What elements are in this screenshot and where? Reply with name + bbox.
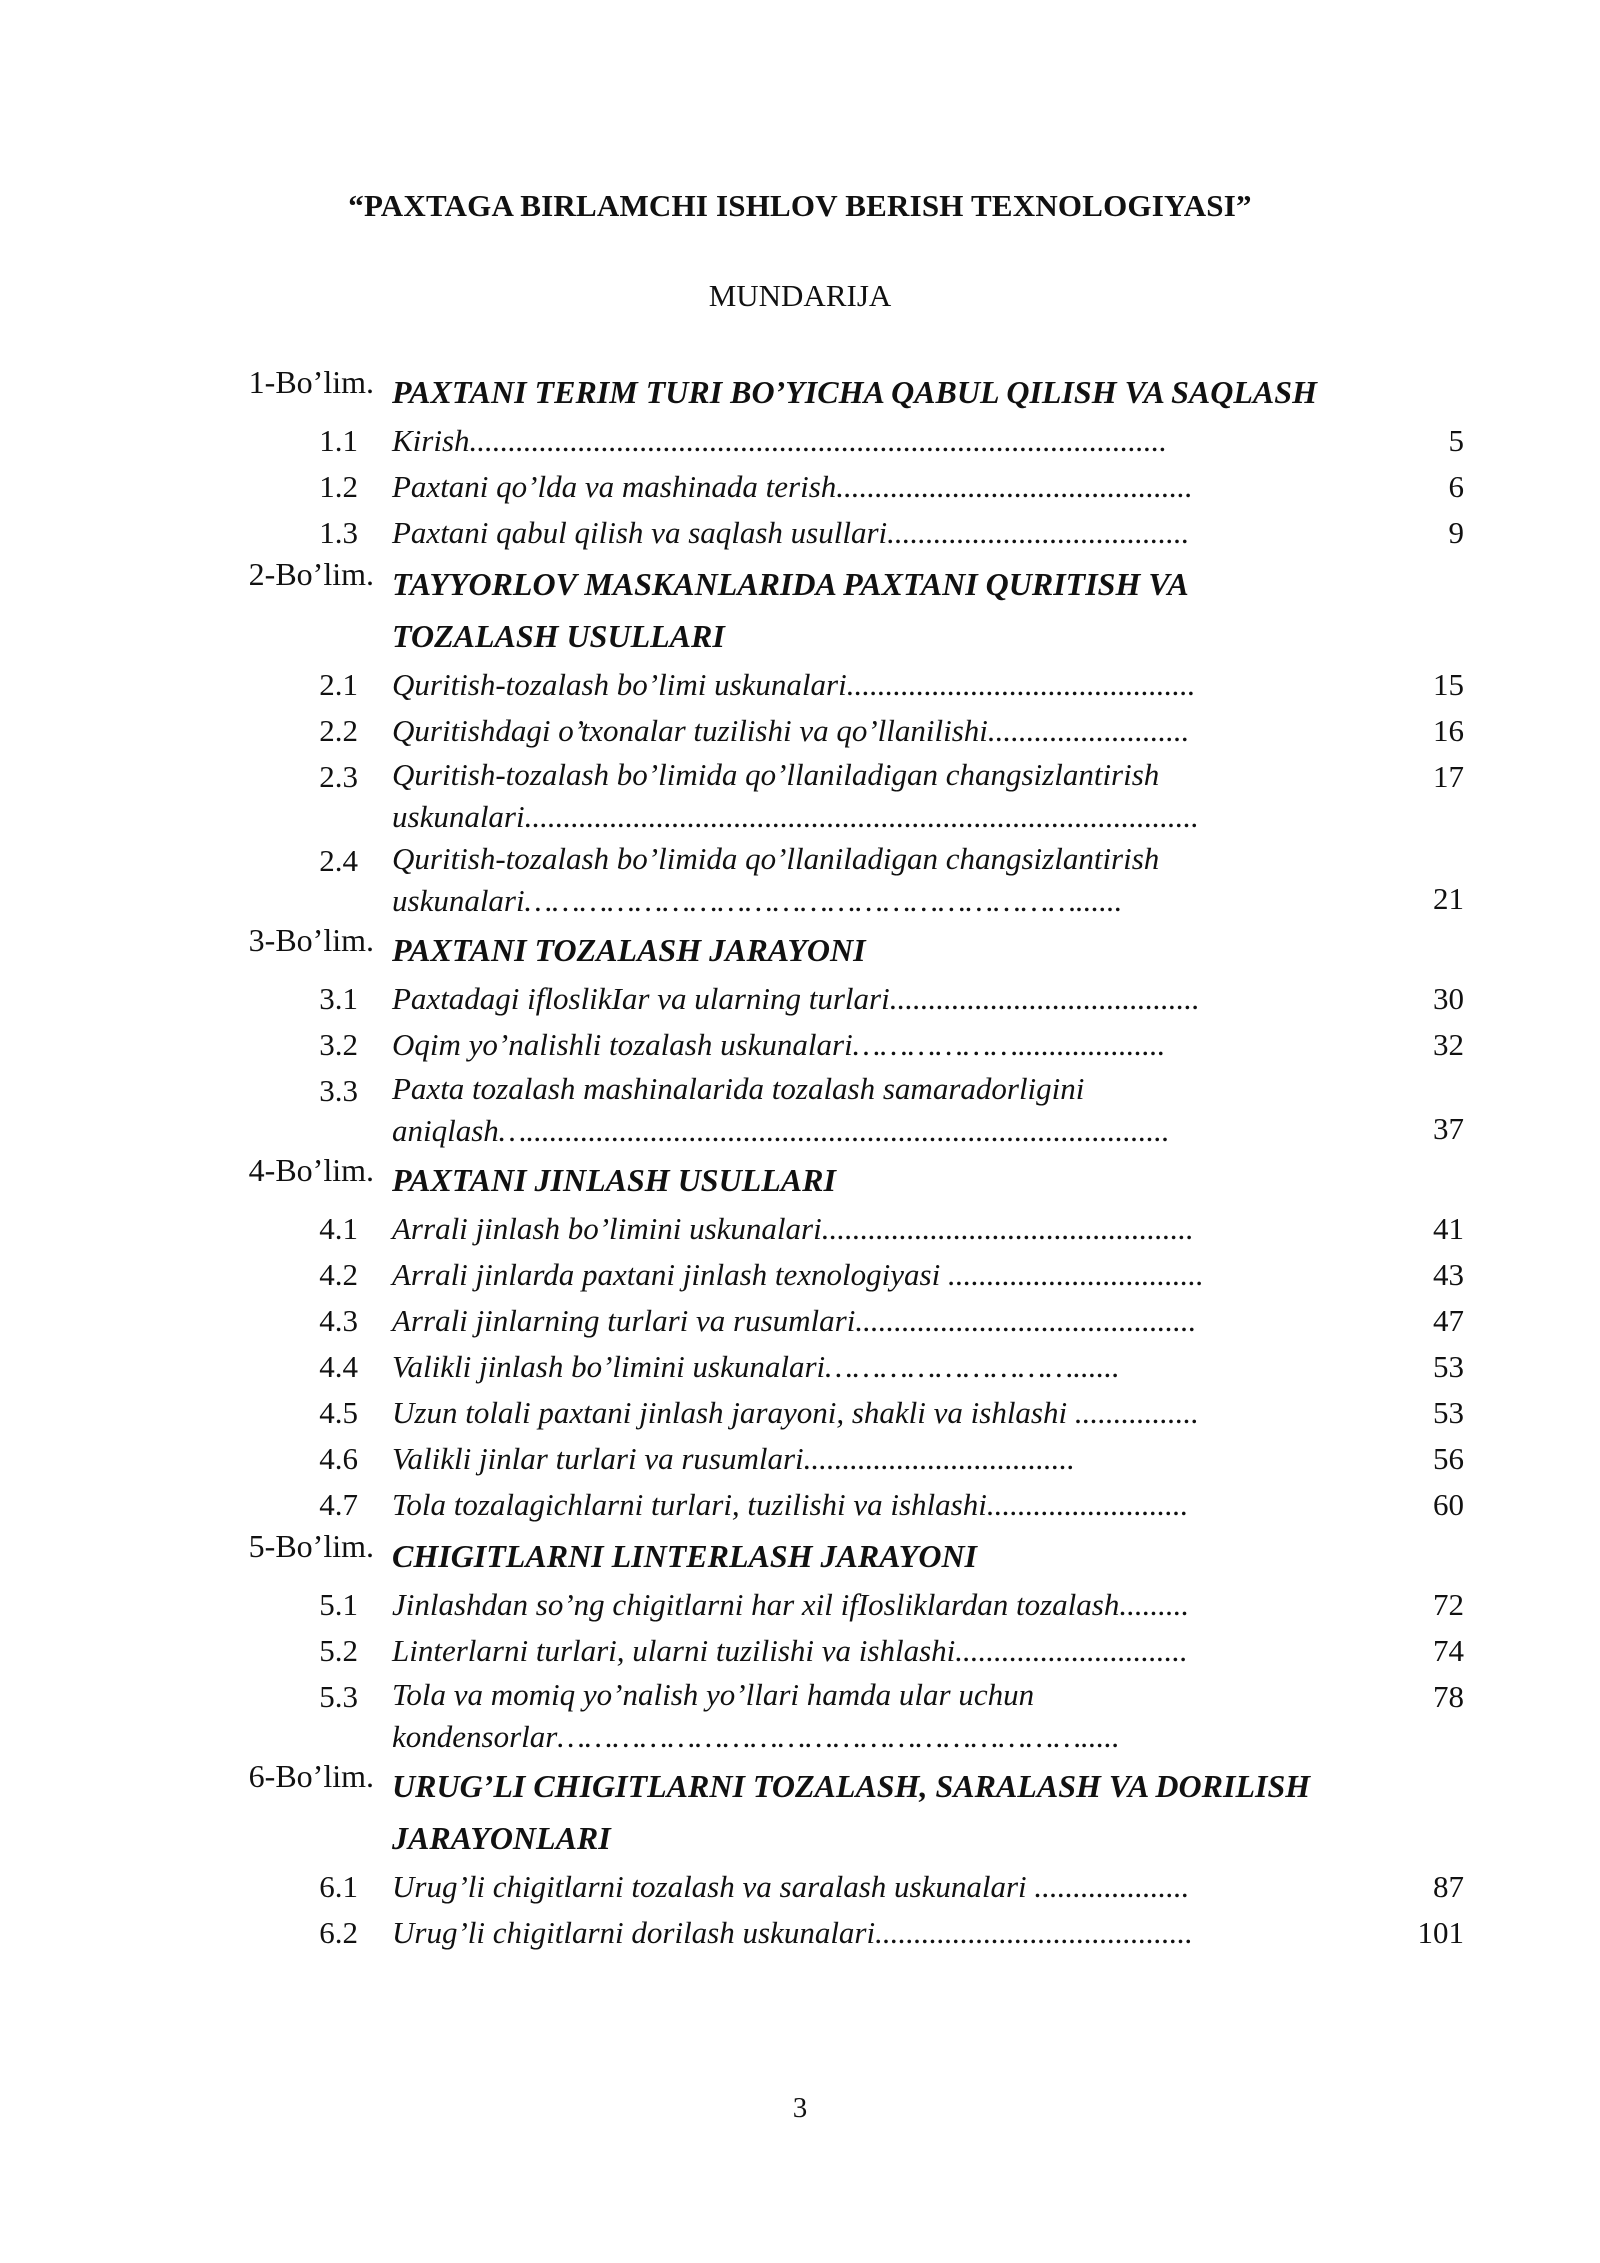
toc-entry[interactable] xyxy=(0,1252,1600,1298)
toc-entry[interactable] xyxy=(0,1022,1600,1068)
entry-title: Paxtani qo’lda va mashinada terish.............................................. xyxy=(392,469,1193,504)
entry-title: Arrali jinlash bo’limini uskunalari................................................ xyxy=(392,1211,1194,1246)
toc-entry[interactable] xyxy=(0,1582,1600,1628)
entry-number: 1.1 xyxy=(319,423,358,458)
entry-title: Quritish-tozalash bo’limi uskunalari............................................. xyxy=(392,667,1196,702)
toc-entry[interactable] xyxy=(0,1298,1600,1344)
toc-entry[interactable] xyxy=(0,1910,1600,1956)
entry-page-number: 30 xyxy=(1433,981,1464,1016)
entry-page-number: 32 xyxy=(1433,1027,1464,1062)
toc-entry[interactable] xyxy=(0,510,1600,556)
entry-number: 3.2 xyxy=(319,1027,358,1062)
entry-title: Arrali jinlarda paxtani jinlash texnologiyasi ................................. xyxy=(392,1257,1204,1292)
entry-number: 4.5 xyxy=(319,1395,358,1430)
page-number: 3 xyxy=(792,2092,808,2124)
entry-page-number: 21 xyxy=(1433,881,1464,916)
entry-number: 4.6 xyxy=(319,1441,358,1476)
entry-page-number: 37 xyxy=(1433,1111,1464,1146)
toc-entry[interactable] xyxy=(0,1344,1600,1390)
entry-number: 2.2 xyxy=(319,713,358,748)
toc-entry[interactable] xyxy=(0,464,1600,510)
section-number: 4-Bo’lim. xyxy=(248,1152,374,1188)
toc-section xyxy=(0,1528,1600,1582)
entry-number: 2.3 xyxy=(319,759,358,794)
toc-entry[interactable] xyxy=(0,1628,1600,1674)
entry-title: Linterlarni turlari, ularni tuzilishi va ishlashi.............................. xyxy=(392,1633,1188,1668)
section-title: URUG’LI CHIGITLARNI TOZALASH, SARALASH VA DORILISH JARAYONLARI xyxy=(392,1768,1311,1856)
book-title: “PAXTAGA BIRLAMCHI ISHLOV BERISH TEXNOLOGIYASI” xyxy=(348,188,1252,223)
entry-page-number: 74 xyxy=(1433,1633,1464,1668)
toc-entry[interactable] xyxy=(0,754,1600,838)
toc-entry[interactable] xyxy=(0,708,1600,754)
entry-title: Urug’li chigitlarni dorilash uskunalari......................................... xyxy=(392,1915,1193,1950)
toc-section xyxy=(0,364,1600,418)
entry-number: 1.2 xyxy=(319,469,358,504)
toc-entry[interactable] xyxy=(0,1206,1600,1252)
entry-page-number: 101 xyxy=(1417,1915,1464,1950)
entry-title: Tola tozalagichlarni turlari, tuzilishi va ishlashi.......................... xyxy=(392,1487,1189,1522)
entry-page-number: 6 xyxy=(1448,469,1464,504)
toc-entry[interactable] xyxy=(0,1436,1600,1482)
entry-title: Valikli jinlash bo’limini uskunalari………………………...... xyxy=(392,1349,1120,1384)
entry-title: Paxta tozalash mashinalarida tozalash samaradorligini aniqlash…................................................................................... xyxy=(392,1071,1170,1148)
toc-entry[interactable] xyxy=(0,838,1600,922)
section-title: CHIGITLARNI LINTERLASH JARAYONI xyxy=(392,1538,977,1574)
entry-number: 2.1 xyxy=(319,667,358,702)
section-number: 1-Bo’lim. xyxy=(248,364,374,400)
table-of-contents xyxy=(0,364,1600,1956)
entry-title: Quritishdagi o’txonalar tuzilishi va qo’llanilishi.......................... xyxy=(392,713,1190,748)
section-title: PAXTANI TOZALASH JARAYONI xyxy=(392,932,866,968)
entry-page-number: 53 xyxy=(1433,1349,1464,1384)
entry-number: 4.2 xyxy=(319,1257,358,1292)
entry-page-number: 53 xyxy=(1433,1395,1464,1430)
entry-number: 4.4 xyxy=(319,1349,358,1384)
entry-title: Oqim yo’nalishli tozalash uskunalari………………................... xyxy=(392,1027,1166,1062)
entry-title: Urug’li chigitlarni tozalash va saralash uskunalari .................... xyxy=(392,1869,1190,1904)
entry-number: 4.1 xyxy=(319,1211,358,1246)
entry-title: Quritish-tozalash bo’limida qo’llaniladigan changsizlantirish uskunalari....................................................................................... xyxy=(392,757,1199,834)
entry-page-number: 43 xyxy=(1433,1257,1464,1292)
entry-number: 3.3 xyxy=(319,1073,358,1108)
entry-title: Uzun tolali paxtani jinlash jarayoni, shakli va ishlashi ................ xyxy=(392,1395,1199,1430)
entry-page-number: 41 xyxy=(1433,1211,1464,1246)
toc-section xyxy=(0,556,1600,662)
toc-entry[interactable] xyxy=(0,1390,1600,1436)
toc-section xyxy=(0,1758,1600,1864)
entry-title: Paxtani qabul qilish va saqlash usullari....................................... xyxy=(392,515,1190,550)
entry-number: 2.4 xyxy=(319,843,358,878)
toc-entry[interactable] xyxy=(0,418,1600,464)
section-number: 2-Bo’lim. xyxy=(248,556,374,592)
section-number: 6-Bo’lim. xyxy=(248,1758,374,1794)
entry-title: Paxtadagi ifloslikIar va ularning turlari........................................ xyxy=(392,981,1200,1016)
toc-entry[interactable] xyxy=(0,1068,1600,1152)
section-title: PAXTANI JINLASH USULLARI xyxy=(392,1162,836,1198)
entry-page-number: 87 xyxy=(1433,1869,1464,1904)
toc-entry[interactable] xyxy=(0,662,1600,708)
entry-page-number: 72 xyxy=(1433,1587,1464,1622)
entry-page-number: 78 xyxy=(1433,1679,1464,1714)
entry-title: Valikli jinlar turlari va rusumlari................................... xyxy=(392,1441,1075,1476)
toc-section xyxy=(0,1152,1600,1206)
section-title: PAXTANI TERIM TURI BO’YICHA QABUL QILISH VA SAQLASH xyxy=(392,374,1317,410)
entry-number: 4.3 xyxy=(319,1303,358,1338)
toc-entry[interactable] xyxy=(0,1674,1600,1758)
entry-number: 1.3 xyxy=(319,515,358,550)
entry-title: Kirish.......................................................................................... xyxy=(392,423,1168,458)
entry-title: Tola va momiq yo’nalish yo’llari hamda ular uchun kondensorlar…………………………………………………..... xyxy=(392,1677,1120,1754)
entry-page-number: 15 xyxy=(1433,667,1464,702)
entry-number: 4.7 xyxy=(319,1487,358,1522)
entry-page-number: 56 xyxy=(1433,1441,1464,1476)
section-number: 3-Bo’lim. xyxy=(248,922,374,958)
toc-section xyxy=(0,922,1600,976)
entry-title: Quritish-tozalash bo’limida qo’llaniladigan changsizlantirish uskunalari……………………………………………………...... xyxy=(392,841,1160,918)
toc-entry[interactable] xyxy=(0,1482,1600,1528)
entry-title: Jinlashdan so’ng chigitlarni har xil ifIosliklardan tozalash......... xyxy=(392,1587,1190,1622)
toc-heading: MUNDARIJA xyxy=(708,278,892,313)
entry-number: 5.2 xyxy=(319,1633,358,1668)
entry-page-number: 5 xyxy=(1448,423,1464,458)
section-title: TAYYORLOV MASKANLARIDA PAXTANI QURITISH VA TOZALASH USULLARI xyxy=(392,566,1187,654)
entry-page-number: 16 xyxy=(1433,713,1464,748)
entry-number: 6.1 xyxy=(319,1869,358,1904)
entry-page-number: 9 xyxy=(1448,515,1464,550)
entry-title: Arrali jinlarning turlari va rusumlari............................................ xyxy=(392,1303,1197,1338)
section-number: 5-Bo’lim. xyxy=(248,1528,374,1564)
entry-number: 3.1 xyxy=(319,981,358,1016)
entry-number: 5.1 xyxy=(319,1587,358,1622)
entry-page-number: 60 xyxy=(1433,1487,1464,1522)
toc-entry[interactable] xyxy=(0,976,1600,1022)
toc-entry[interactable] xyxy=(0,1864,1600,1910)
entry-page-number: 17 xyxy=(1433,759,1464,794)
entry-page-number: 47 xyxy=(1433,1303,1464,1338)
entry-number: 6.2 xyxy=(319,1915,358,1950)
entry-number: 5.3 xyxy=(319,1679,358,1714)
